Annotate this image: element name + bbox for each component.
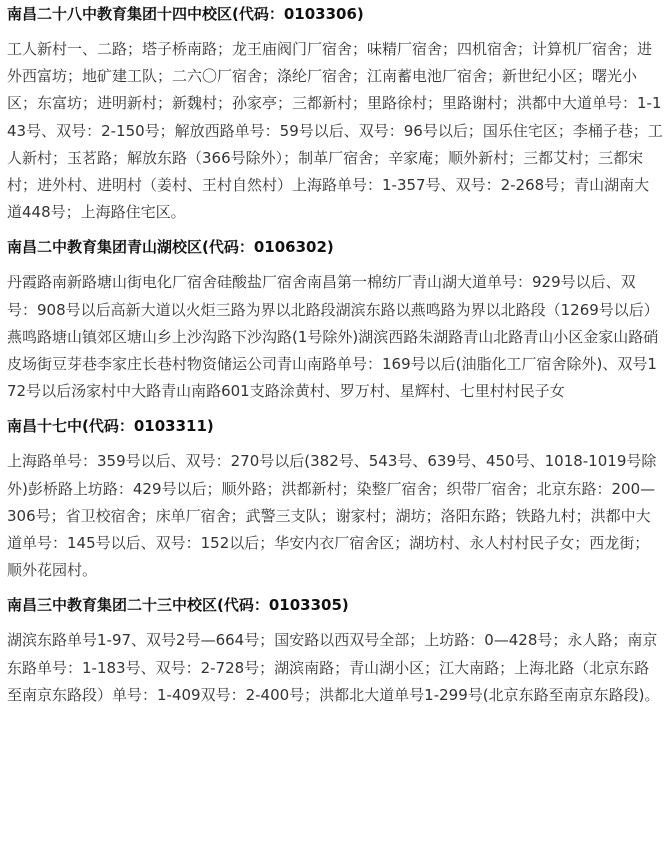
document-page [0, 4, 669, 844]
section-school-3-campus-23 [7, 595, 663, 709]
section-heading: 南昌二十八中教育集团十四中校区(代码：0103306) [7, 5, 364, 23]
section-body: 工人新村一、二路；塔子桥南路；龙王庙阀门厂宿舍；味精厂宿舍；四机宿舍；计算机厂宿舍；进外西富坊；地矿建工队；二六〇厂宿舍；涤纶厂宿舍；江南蓄电池厂宿舍；新世纪小区；曙光小区；东富坊；进明新村；新魏村；孙家亭；三都新村；里路徐村；里路谢村；洪都中大道单号：1-143号、双号：2-150号；解放西路单号：59号以后、双号：96号以后；国乐住宅区；李桶子巷；工人新村；玉茗路；解放东路（366号除外）；制革厂宿舍；辛家庵；顺外新村；三都艾村；三都宋村；进外村、进明村（姜村、王村自然村）上海路单号：1-357号、双号：2-268号；青山湖南大道448号；上海路住宅区。 [7, 40, 663, 222]
section-heading: 南昌十七中(代码：0103311) [7, 417, 214, 436]
section-school-17 [7, 416, 663, 584]
section-body: 上海路单号：359号以后、双号：270号以后(382号、543号、639号、450号、1018-1019号除外)彭桥路上坊路：429号以后；顺外路；洪都新村；染整厂宿舍；织带厂宿舍；北京东路：200—306号；省卫校宿舍；床单厂宿舍；武警三支队；谢家村；湖坊；洛阳东路；铁路九村；洪都中大道单号：145号以后、双号：152以后；华安内衣厂宿舍区；湖坊村、永人村村民子女；西龙街；顺外花园村。 [7, 452, 657, 580]
section-heading: 南昌三中教育集团二十三中校区(代码：0103305) [7, 596, 349, 615]
section-school-28-campus-14 [7, 4, 663, 226]
section-heading: 南昌二中教育集团青山湖校区(代码：0106302) [7, 238, 334, 257]
section-body: 湖滨东路单号1-97、双号2号—664号；国安路以西双号全部；上坊路：0—428号；永人路；南京东路单号：1-183号、双号：2-728号；湖滨南路；青山湖小区；江大南路；上海北路（北京东路至南京东路段）单号：1-409双号：2-400号；洪都北大道单号1-299号(北京东路至南京东路段)。 [7, 631, 660, 704]
section-body: 丹霞路南新路塘山街电化厂宿舍硅酸盐厂宿舍南昌第一棉纺厂青山湖大道单号：929号以后、双号：908号以后高新大道以火炬三路为界以北路段湖滨东路以燕鸣路为界以北路段（1269号以后）燕鸣路塘山镇郊区塘山乡上沙沟路下沙沟路(1号除外)湖滨西路朱湖路青山北路青山小区金家山路硝皮场街豆芽巷李家庄长巷村物资储运公司青山南路单号：169号以后(油脂化工厂宿舍除外)、双号172号以后汤家村中大路青山南路601支路涂黄村、罗万村、星辉村、七里村村民子女 [7, 273, 659, 401]
section-school-2-qingshanhu [7, 237, 663, 405]
